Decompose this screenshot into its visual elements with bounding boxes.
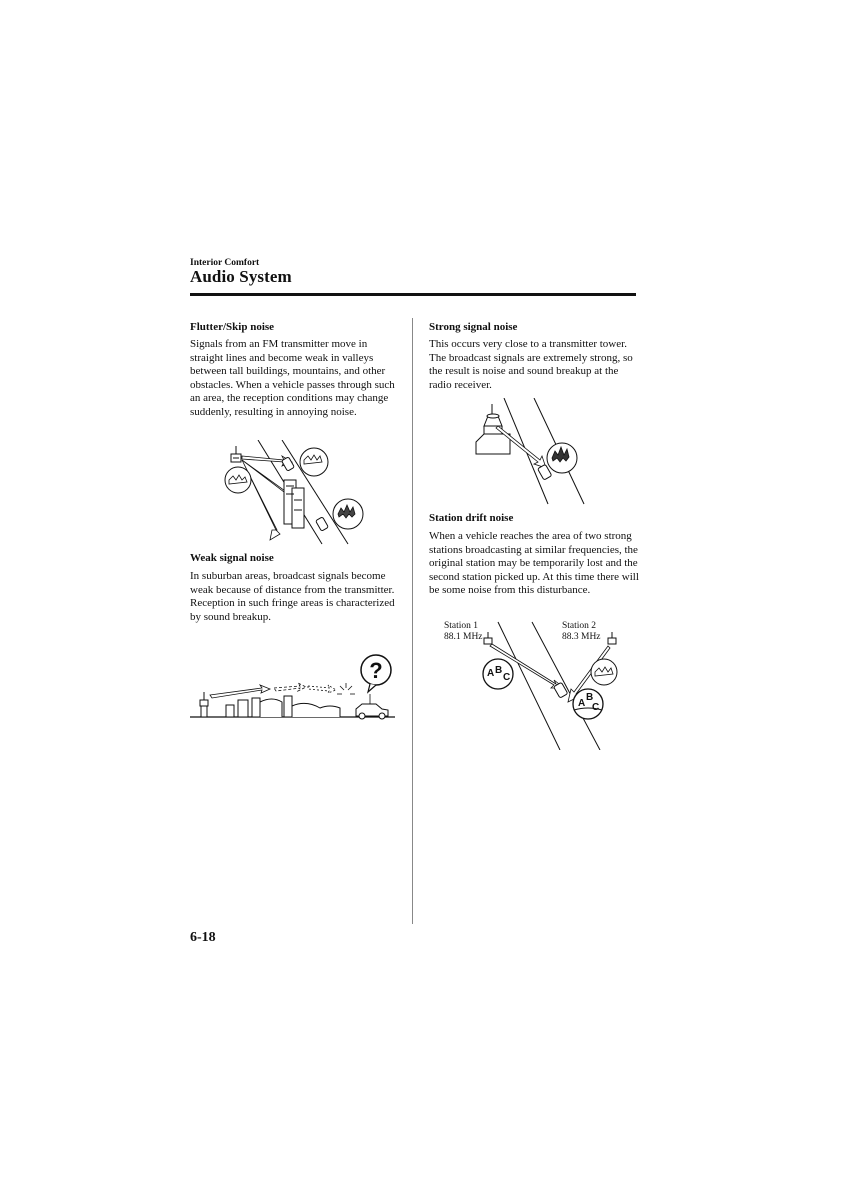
strong-signal-illustration — [470, 398, 595, 506]
car-icon — [316, 517, 329, 531]
strong-heading: Strong signal noise — [429, 321, 518, 333]
page-title: Audio System — [190, 267, 292, 286]
question-mark: ? — [369, 658, 383, 683]
station2-label: Station 2 — [562, 621, 597, 631]
svg-text:B: B — [495, 665, 503, 676]
strong-text: This occurs very close to a transmitter tower. The broadcast signals are extremely strong, so the result is noise and sound breakup at the radio receiver. — [429, 338, 633, 391]
weak-text: In suburban areas, broadcast signals become weak because of distance from the transmitter. Reception in such fringe areas is characterized by sound breakup. — [190, 570, 395, 623]
flutter-text: Signals from an FM transmitter move in straight lines and become weak in valleys between tall buildings, mountains, and other obstacles. When a vehicle passes through such an area, the reception conditions may change suddenly, resulting in annoying noise. — [190, 338, 395, 418]
transmitter-icon — [484, 632, 492, 644]
station1-label: Station 1 — [444, 621, 479, 631]
title-rule — [190, 293, 636, 296]
section-label: Interior Comfort — [190, 258, 260, 268]
flutter-skip-illustration — [222, 440, 372, 548]
station-drift-illustration — [440, 618, 620, 750]
transmitter-icon — [231, 446, 241, 462]
svg-text:A: A — [487, 668, 495, 679]
page-number: 6-18 — [190, 930, 216, 945]
svg-text:C: C — [592, 702, 600, 713]
column-divider — [412, 318, 413, 924]
abc-bubble-icon — [483, 659, 513, 689]
car-icon — [356, 694, 388, 719]
weak-signal-illustration — [190, 650, 402, 722]
weak-heading: Weak signal noise — [190, 552, 274, 564]
station1-frequency: 88.1 MHz — [444, 632, 483, 642]
flutter-heading: Flutter/Skip noise — [190, 321, 275, 333]
drift-heading: Station drift noise — [429, 512, 514, 524]
svg-text:A: A — [578, 698, 586, 709]
transmitter-icon — [608, 632, 616, 644]
abc-distorted-bubble-icon — [573, 689, 603, 719]
spark-icon — [337, 683, 355, 694]
transmitter-icon — [200, 692, 208, 717]
station2-frequency: 88.3 MHz — [562, 632, 601, 642]
transmitter-tower-icon — [476, 404, 510, 454]
svg-text:C: C — [503, 672, 511, 683]
drift-text: When a vehicle reaches the area of two strong stations broadcasting at similar frequencies, the original station may be temporarily lost and the second station picked up. At this time there will be some noise from this disturbance. — [429, 530, 639, 597]
svg-text:B: B — [586, 692, 594, 703]
